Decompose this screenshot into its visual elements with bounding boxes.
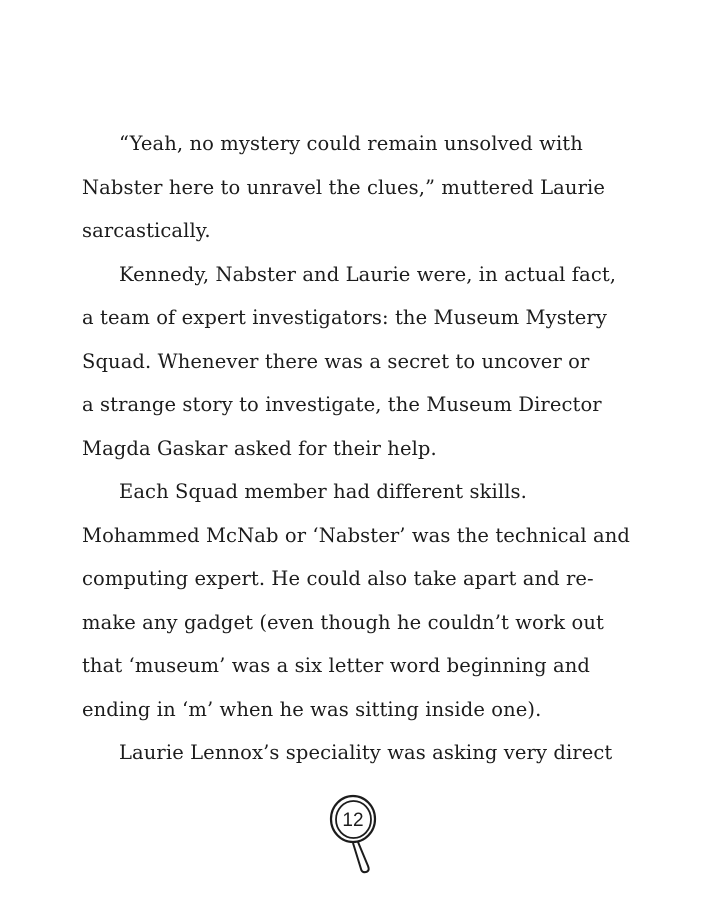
text-line: Mohammed McNab or ‘Nabster’ was the technical and [82, 523, 630, 547]
page-number: 12 [342, 810, 364, 831]
body-text [82, 122, 642, 775]
text-line: sarcastically. [82, 219, 211, 242]
text-line: Nabster here to unravel the clues,” muttered Laurie [82, 175, 605, 199]
text-line: a team of expert investigators: the Museum Mystery [82, 306, 607, 329]
text-line: ending in ‘m’ when he was sitting inside one). [82, 697, 542, 721]
text-line: Kennedy, Nabster and Laurie were, in actual fact, [119, 262, 617, 286]
text-line: that ‘museum’ was a six letter word beginning and [82, 654, 590, 677]
text-line: Each Squad member had different skills. [119, 480, 527, 503]
magnifying-glass-icon [324, 790, 384, 876]
text-line: Laurie Lennox’s speciality was asking very direct [119, 741, 613, 764]
text-line: a strange story to investigate, the Museum Director [82, 393, 602, 416]
text-line: make any gadget (even though he couldn’t work out [82, 610, 604, 634]
page-number-badge [324, 790, 384, 876]
text-line: computing expert. He could also take apart and re- [82, 567, 594, 590]
text-line: Squad. Whenever there was a secret to uncover or [82, 349, 590, 373]
text-line: “Yeah, no mystery could remain unsolved with [119, 132, 583, 155]
text-line: Magda Gaskar asked for their help. [82, 436, 437, 460]
